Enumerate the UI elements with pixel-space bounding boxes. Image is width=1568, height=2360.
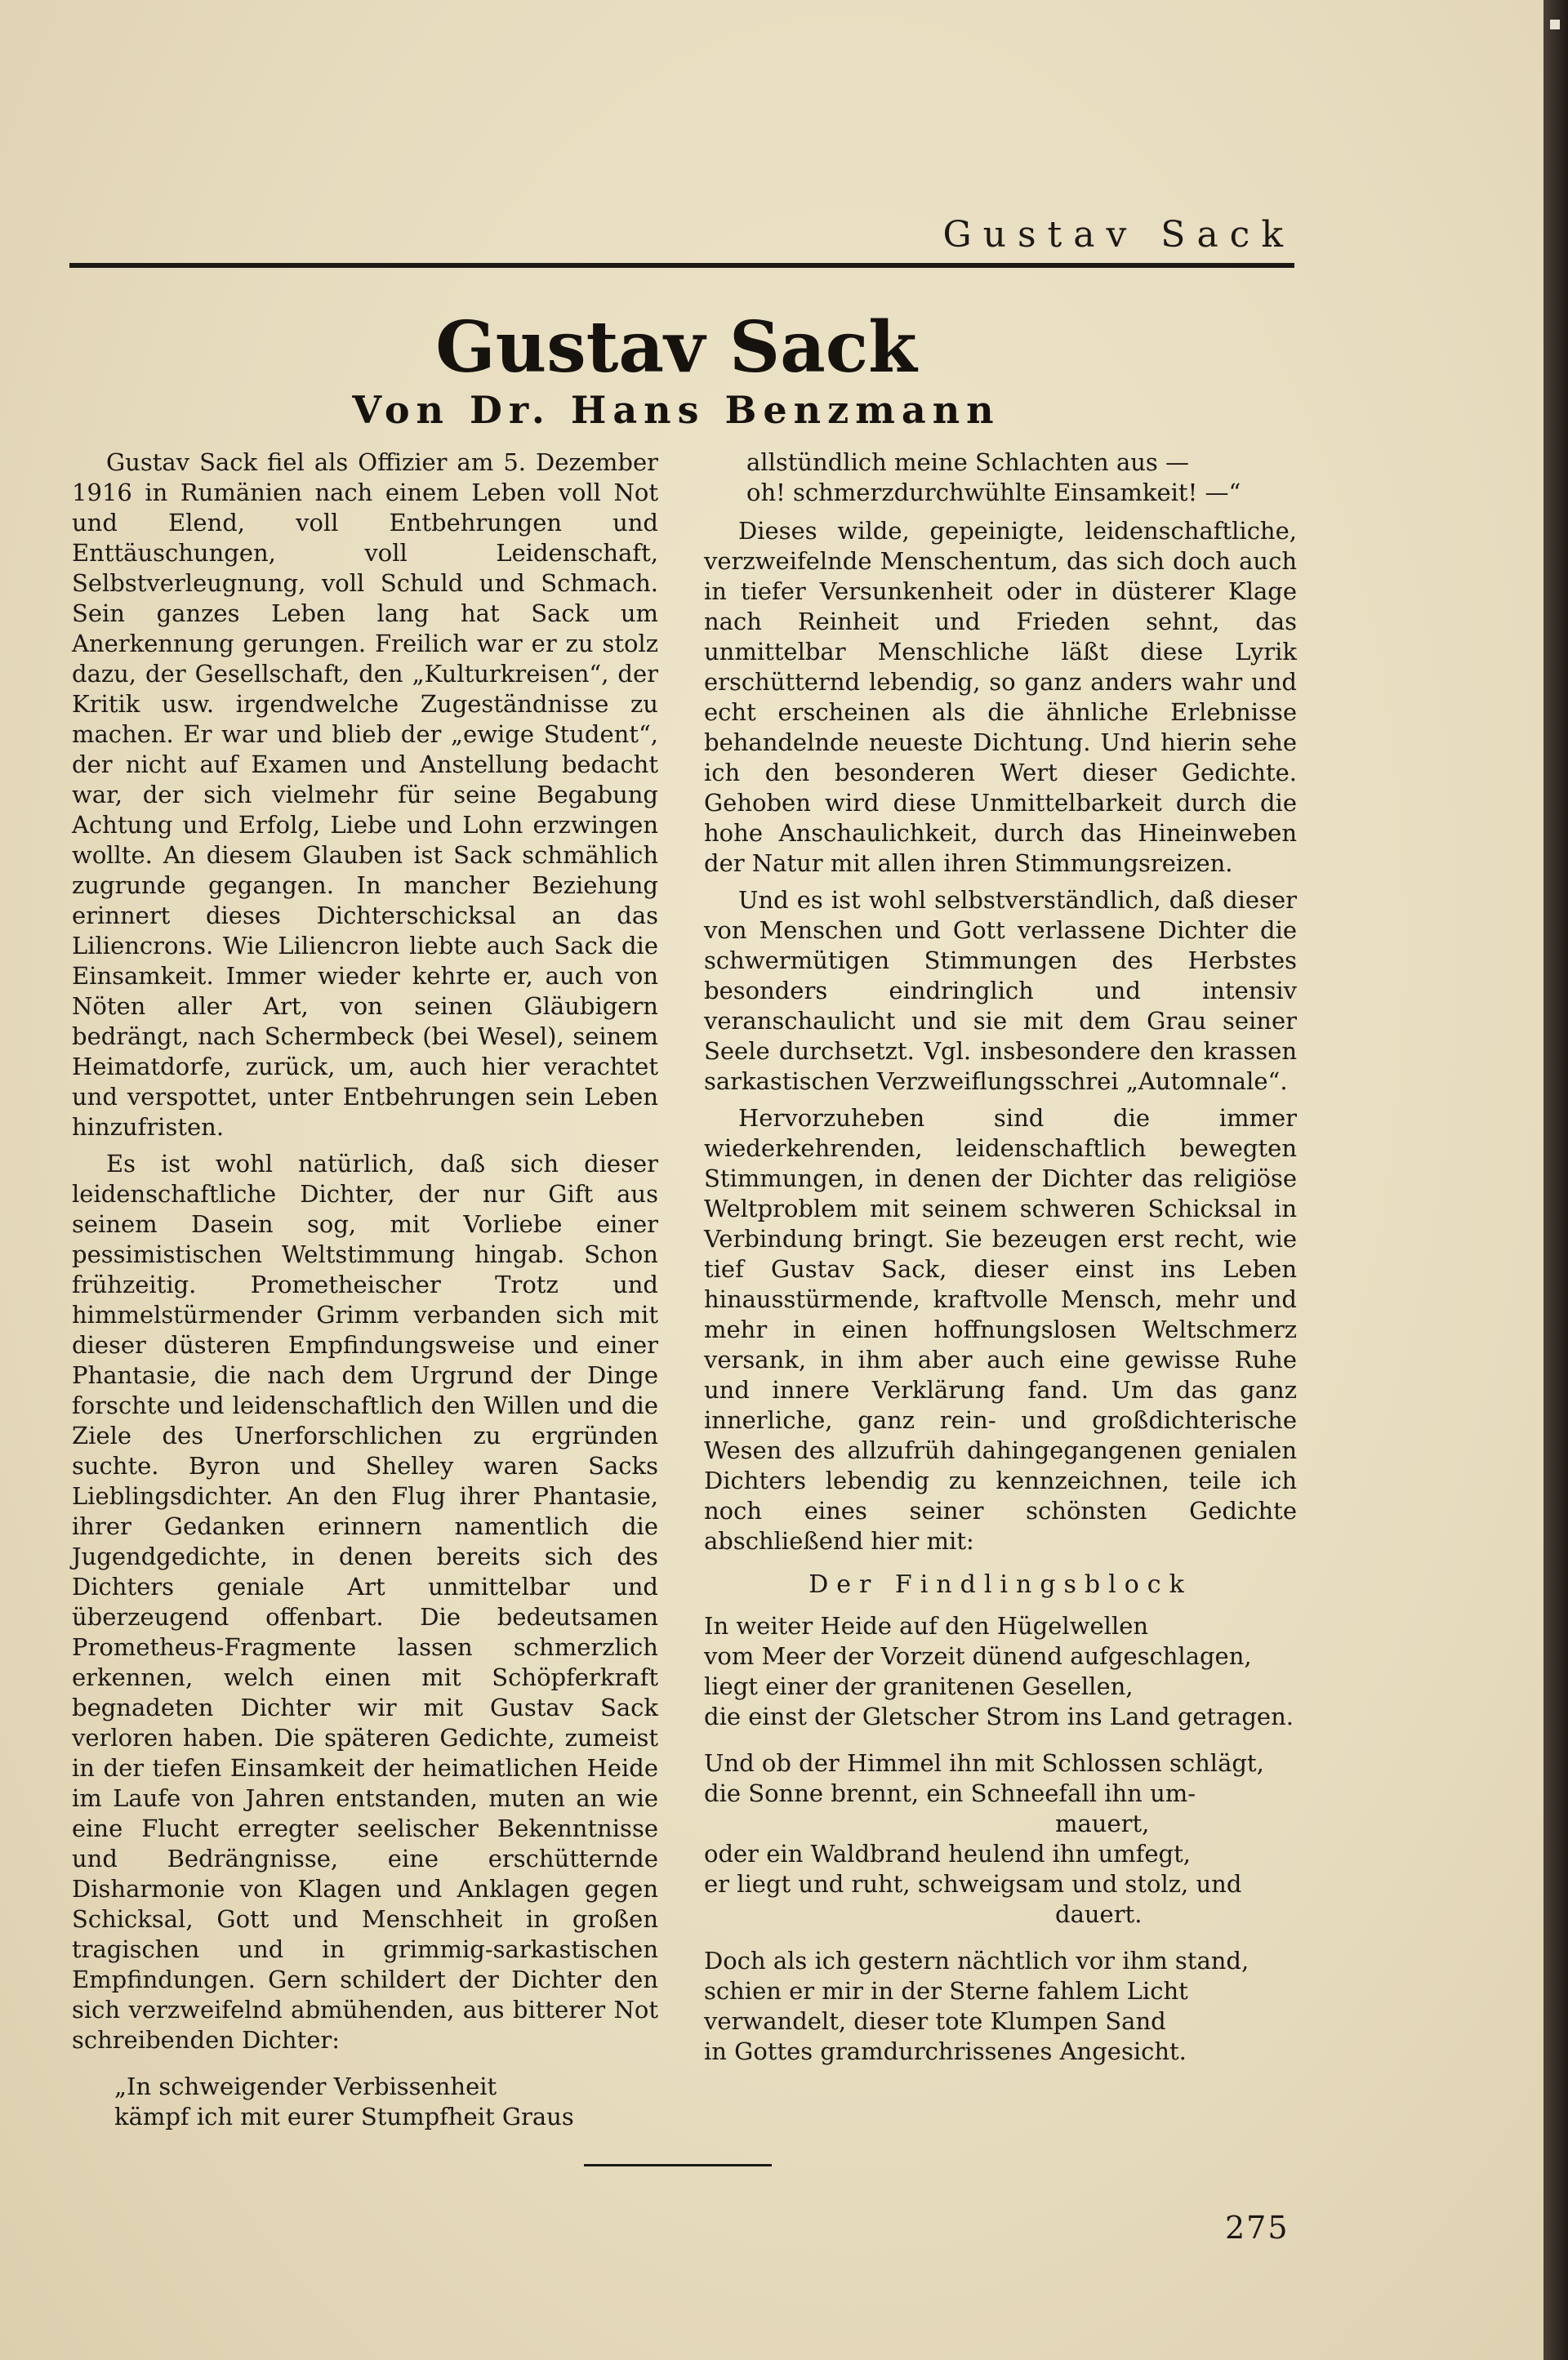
quote-line: kämpf ich mit eurer Stumpfheit Graus xyxy=(114,2103,574,2131)
article-byline: Von Dr. Hans Benzmann xyxy=(352,388,1000,432)
poem-stanza xyxy=(704,1611,1297,1732)
quote-block xyxy=(114,2072,658,2132)
quote-line: „In schweigender Verbissenheit xyxy=(114,2073,497,2100)
paragraph: Es ist wohl natürlich, daß sich dieser leidenschaftliche Dichter, der nur Gift aus seinem Dasein sog, mit Vorliebe einer pessimistischen Weltstimmung hingab. Schon frühzeitig. Prometheischer Trotz und himmelstürmender Grimm verbanden sich mit dieser düsteren Empfindungsweise und einer Phantasie, die nach dem Urgrund der Dinge forschte und leidenschaftlich den Willen und die Ziele des Unerforschlichen zu ergründen suchte. Byron und Shelley waren Sacks Lieblingsdichter. An den Flug ihrer Phantasie, ihrer Gedanken erinnern namentlich die Jugendgedichte, in denen bereits sich des Dichters geniale Art unmittelbar und überzeugend offenbart. Die bedeutsamen Prometheus-Fragmente lassen schmerzlich erkennen, welch einen mit Schöpferkraft begnadeten Dichter wir mit Gustav Sack verloren haben. Die späteren Gedichte, zumeist in der tiefen Einsamkeit der heimatlichen Heide im Laufe von Jahren entstanden, muten an wie eine Flucht erregter seelischer Bekenntnisse und Bedrängnisse, eine erschütternde Disharmonie von Klagen und Anklagen gegen Schicksal, Gott und Menschheit in großen tragischen und in grimmig-sarkastischen Empfindungen. Gern schildert der Dichter den sich verzweifelnd abmühenden, aus bitterer Not schreibenden Dichter: xyxy=(72,1150,658,2054)
poem-line: schien er mir in der Sterne fahlem Licht xyxy=(704,1977,1188,2005)
left-column xyxy=(72,448,658,2132)
running-header: Gustav Sack xyxy=(942,214,1294,256)
quote-line: allstündlich meine Schlachten aus — xyxy=(746,448,1190,476)
poem-title: Der Findlingsblock xyxy=(808,1570,1192,1599)
header-rule xyxy=(69,263,1294,268)
paragraph: Hervorzuheben sind die immer wiederkehrenden, leidenschaftlich bewegten Stimmungen, in denen der Dichter das religiöse Weltproblem mit seinem schweren Schicksal in Verbindung bringt. Sie bezeugen erst recht, wie tief Gustav Sack, dieser einst ins Leben hinausstürmende, kraftvolle Mensch, mehr und mehr in einen hoffnungslosen Weltschmerz versank, in ihm aber auch eine gewisse Ruhe und innere Verklärung fand. Um das ganz innerliche, ganz rein- und großdichterische Wesen des allzufrüh dahingegangenen genialen Dichters lebendig zu kennzeichnen, teile ich noch eines seiner schönsten Gedichte abschließend hier mit: xyxy=(704,1104,1297,1555)
poem-stanza xyxy=(704,1946,1297,2067)
paragraph: Gustav Sack fiel als Offizier am 5. Dezember 1916 in Rumänien nach einem Leben voll Not und Elend, voll Entbehrungen und Enttäuschungen, voll Leidenschaft, Selbstverleugnung, voll Schuld und Schmach. Sein ganzes Leben lang hat Sack um Anerkennung gerungen. Freilich war er zu stolz dazu, der Gesellschaft, den „Kulturkreisen“, der Kritik usw. irgendwelche Zugeständnisse zu machen. Er war und blieb der „ewige Student“, der nicht auf Examen und Anstellung bedacht war, der sich vielmehr für seine Begabung Achtung und Erfolg, Liebe und Lohn erzwingen wollte. An diesem Glauben ist Sack schmählich zugrunde gegangen. In mancher Beziehung erinnert dieses Dichterschicksal an das Liliencrons. Wie Liliencron liebte auch Sack die Einsamkeit. Immer wieder kehrte er, auch von Nöten aller Art, von seinen Gläubigern bedrängt, nach Schermbeck (bei Wesel), seinem Heimatdorfe, zurück, um, auch hier verachtet und verspottet, unter Entbehrungen sein Leben hinzufristen. xyxy=(72,448,658,1141)
poem-line: In weiter Heide auf den Hügelwellen xyxy=(704,1612,1149,1640)
poem-line-turnover: mauert, xyxy=(1055,1810,1150,1837)
quote-line: oh! schmerzdurchwühlte Einsamkeit! —“ xyxy=(746,479,1241,506)
right-column xyxy=(704,448,1297,2083)
poem-line: die einst der Gletscher Strom ins Land getragen. xyxy=(704,1703,1294,1730)
paragraph: Und es ist wohl selbstverständlich, daß dieser von Menschen und Gott verlassene Dichter die schwermütigen Stimmungen des Herbstes besonders eindringlich und intensiv veranschaulicht und sie mit dem Grau seiner Seele durchsetzt. Vgl. insbesondere den krassen sarkastischen Verzweiflungsschrei „Automnale“. xyxy=(704,886,1297,1095)
article-title: Gustav Sack xyxy=(435,306,917,389)
poem-line: oder ein Waldbrand heulend ihn umfegt, xyxy=(704,1840,1191,1868)
page-number: 275 xyxy=(1225,2210,1290,2246)
scan-corner-mark xyxy=(1550,20,1560,29)
poem-line: in Gottes gramdurchrissenes Angesicht. xyxy=(704,2037,1187,2065)
poem-stanza xyxy=(704,1748,1297,1930)
scan-margin xyxy=(1544,0,1568,2360)
poem-line: verwandelt, dieser tote Klumpen Sand xyxy=(704,2007,1166,2035)
poem-line: er liegt und ruht, schweigsam und stolz, und xyxy=(704,1870,1242,1898)
poem-line: Und ob der Himmel ihn mit Schlossen schlägt, xyxy=(704,1749,1264,1777)
poem-line: vom Meer der Vorzeit dünend aufgeschlagen, xyxy=(704,1642,1252,1670)
end-rule xyxy=(584,2164,772,2166)
poem-line: die Sonne brennt, ein Schneefall ihn um- xyxy=(704,1779,1196,1807)
quote-continuation xyxy=(746,448,1297,508)
poem-line: liegt einer der granitenen Gesellen, xyxy=(704,1672,1134,1700)
paragraph: Dieses wilde, gepeinigte, leidenschaftliche, verzweifelnde Menschentum, das sich doch auch in tiefer Versunkenheit oder in düsterer Klage nach Reinheit und Frieden sehnt, das unmittelbar Menschliche läßt diese Lyrik erschütternd lebendig, so ganz anders wahr und echt erscheinen als die ähnliche Erlebnisse behandelnde neueste Dichtung. Und hierin sehe ich den besonderen Wert dieser Gedichte. Gehoben wird diese Unmittelbarkeit durch die hohe Anschaulichkeit, durch das Hineinweben der Natur mit allen ihren Stimmungsreizen. xyxy=(704,517,1297,877)
poem-line-turnover: dauert. xyxy=(1055,1900,1143,1928)
poem-line: Doch als ich gestern nächtlich vor ihm stand, xyxy=(704,1947,1250,1975)
